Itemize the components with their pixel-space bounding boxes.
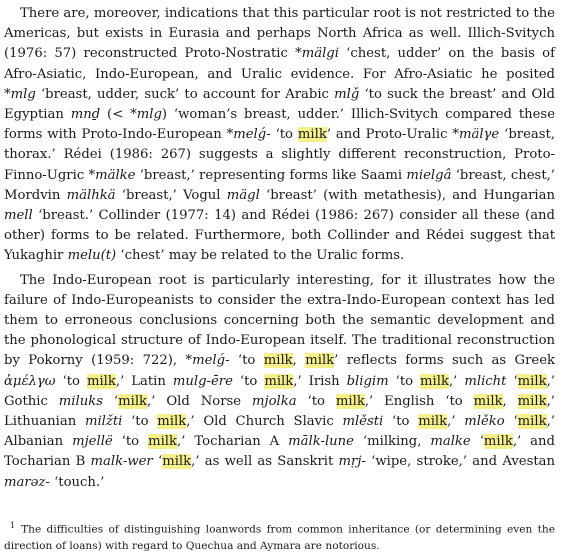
cited-form: ἀμέλγω	[4, 373, 56, 389]
cited-form: malke	[430, 434, 471, 450]
text-run: ‘	[470, 434, 484, 450]
highlighted-word: milk	[297, 127, 327, 143]
text-run: ‘to	[383, 414, 419, 430]
cited-form: mlěko	[464, 414, 505, 430]
cited-form: *mälgi	[295, 46, 339, 62]
text-run: ‘to	[296, 393, 336, 409]
cited-form: milžti	[84, 414, 123, 430]
highlighted-word: milk	[473, 393, 503, 409]
footnote-marker: 1	[10, 521, 16, 530]
cited-form: mlǧ	[334, 86, 360, 102]
cited-form: *melǵ-	[226, 127, 271, 143]
highlighted-word: milk	[305, 353, 335, 369]
cited-form: marəz-	[4, 474, 50, 490]
text-run: ‘	[103, 393, 119, 409]
highlighted-word: milk	[263, 353, 293, 369]
cited-form: mālk-lune	[288, 434, 354, 450]
cited-form: bligim	[346, 373, 389, 389]
cited-form: mlěsti	[342, 414, 384, 430]
paragraph-1	[4, 4, 555, 267]
text-run: There are, moreover, indications that this particular root is not restricted to the Americas, but exists in Eurasia and perhaps North Africa as well. Illich-Svitych (1976: 57) reconstructed Proto-Nostratic	[4, 6, 555, 62]
text-run: ‘to suck the breast’ and Old Egyptian	[4, 86, 555, 123]
text-run: ‘breast,’ Vogul	[115, 187, 227, 203]
cited-form: mielgâ	[406, 167, 452, 183]
text-run: ,’	[448, 373, 465, 389]
text-run: ‘to	[388, 373, 421, 389]
text-run: ‘	[506, 373, 518, 389]
text-run: ‘	[504, 414, 518, 430]
cited-form: mlicht	[464, 373, 507, 389]
text-run: ’ reflects forms such as Greek	[334, 353, 555, 369]
text-run: ‘breast’ (with metathesis), and Hungarian	[259, 187, 555, 203]
text-run: ‘milking,	[353, 434, 431, 450]
highlighted-word: milk	[264, 373, 294, 389]
highlighted-word: milk	[483, 434, 513, 450]
footnote-text: The difficulties of distinguishing loanwords from common inheritance (or determining even the direction of loans) with regard to Quechua and Aymara are notorious.	[4, 523, 555, 552]
text-run: ,	[502, 393, 518, 409]
cited-form: mjolka	[252, 393, 297, 409]
cited-form: mjellë	[72, 434, 113, 450]
cited-form: mell	[4, 208, 33, 224]
page-body	[4, 4, 555, 493]
text-run: ,’ Tocharian A	[177, 434, 289, 450]
cited-form: melu(t)	[67, 248, 117, 264]
footnote	[4, 518, 555, 554]
highlighted-word: milk	[148, 434, 178, 450]
cited-form: *mälγe	[452, 127, 500, 143]
cited-form: mnḏ	[70, 107, 101, 123]
cited-form: mägl	[226, 187, 260, 203]
text-run: ’ and Proto-Uralic	[326, 127, 453, 143]
highlighted-word: milk	[157, 414, 187, 430]
text-run: ‘wipe, stroke,’ and Avestan	[365, 454, 556, 470]
text-run: ,’ Latin	[115, 373, 173, 389]
text-run: ‘to	[112, 434, 149, 450]
cited-form: *mälke	[88, 167, 136, 183]
text-run: ,’ Albanian	[4, 414, 555, 450]
text-run: ‘breast.’ Collinder (1977: 14) and Rédei (1986: 267) consider all these (and other) forms to be related. Furthermore, both Collinder and Rédei suggest that Yukaghir	[4, 208, 555, 264]
cited-form: *melǵ-	[185, 353, 230, 369]
text-run: The Indo-European root is particularly interesting, for it illustrates how the failure of Indo-Europeanists to consider the extra-Indo-European context has led them to erroneous conclusions concerning both the semantic development and the phonological structure of Indo-European itself. The traditional reconstruction by Pokorny (1959: 722),	[4, 272, 555, 369]
text-run: ,’ Old Norse	[147, 393, 252, 409]
highlighted-word: milk	[517, 393, 547, 409]
text-run: ,’ as well as Sanskrit	[191, 454, 339, 470]
text-run: ‘breast,’ representing forms like Saami	[135, 167, 407, 183]
text-run: ) ‘woman’s breast, udder.’ Illich-Svitych compared these forms with Proto-Indo-European	[4, 107, 555, 143]
highlighted-word: milk	[335, 393, 365, 409]
cited-form: mulg-ēre	[172, 373, 233, 389]
highlighted-word: milk	[420, 373, 449, 389]
cited-form: *mlg	[4, 86, 36, 102]
paragraph-2	[4, 271, 555, 493]
text-run: ,’ and Tocharian B	[4, 434, 555, 470]
text-run: ‘to	[229, 353, 264, 369]
highlighted-word: milk	[418, 414, 448, 430]
text-run: ‘breast, thorax.’ Rédei (1986: 267) suggests a slightly different reconstruction, Proto-Finno-Ugric	[4, 127, 555, 183]
text-run: ,’	[447, 414, 465, 430]
text-run: ‘breast, udder, suck’ to account for Arabic	[35, 86, 335, 102]
text-run: ‘to	[232, 373, 265, 389]
text-run: ,’ Irish	[293, 373, 347, 389]
text-run: ‘to	[122, 414, 158, 430]
text-run: ,’ English ‘to	[364, 393, 474, 409]
highlighted-word: milk	[86, 373, 116, 389]
text-run: ,	[292, 353, 306, 369]
highlighted-word: milk	[517, 414, 547, 430]
cited-form: malk-wer	[90, 454, 153, 470]
text-run: ‘chest’ may be related to the Uralic forms.	[116, 248, 405, 264]
cited-form: miluks	[58, 393, 103, 409]
cited-form: *mlg	[130, 107, 162, 123]
text-run: (<	[100, 107, 131, 123]
cited-form: mälhkä	[66, 187, 116, 203]
highlighted-word: milk	[517, 373, 547, 389]
highlighted-word: milk	[118, 393, 148, 409]
text-run: ‘	[152, 454, 163, 470]
text-run: ,’ Old Church Slavic	[186, 414, 343, 430]
text-run: ,’ Gothic	[4, 373, 555, 409]
text-run: ‘chest, udder’ on the basis of Afro-Asiatic, Indo-European, and Uralic evidence. For Afro-Asiatic he posited	[4, 46, 555, 82]
cited-form: mṛj-	[338, 454, 366, 470]
highlighted-word: milk	[162, 454, 192, 470]
text-run: ‘to	[270, 127, 298, 143]
text-run: ‘touch.’	[49, 474, 105, 490]
text-run: ‘breast, chest,’ Mordvin	[4, 167, 555, 203]
text-run: ,’ Lithuanian	[4, 393, 555, 430]
text-run: ‘to	[55, 373, 87, 389]
